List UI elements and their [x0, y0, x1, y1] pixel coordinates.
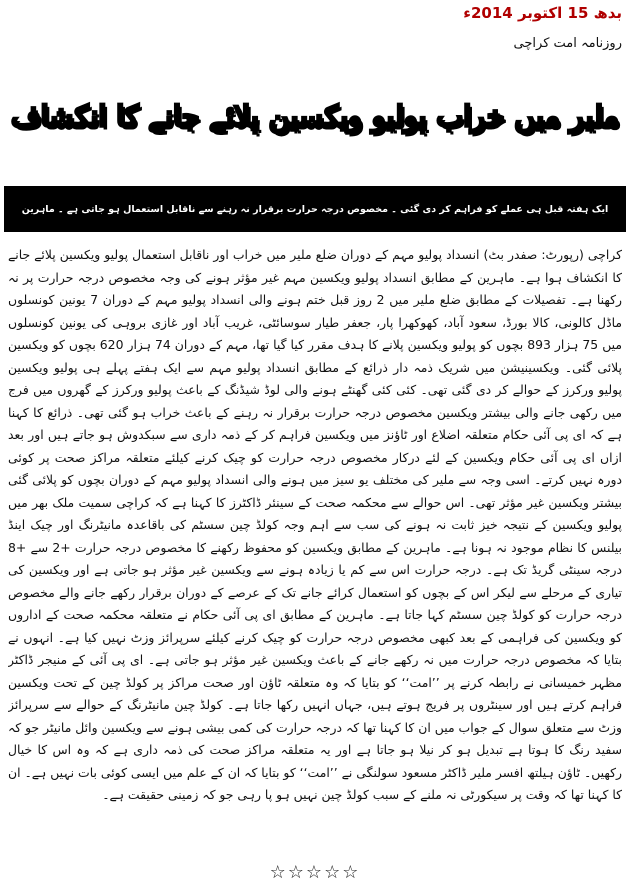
article-body: [8, 244, 622, 844]
headline-banner: [8, 58, 622, 176]
headline-text: ملیر میں خراب پولیو ویکسین پلائے جانے کا انکشاف: [11, 99, 619, 134]
newspaper-source: روزنامہ امت کراچی: [513, 36, 622, 51]
subheadline-text: ایک ہفتہ قبل ہی عملے کو فراہم کر دی گئی ۔ مخصوص درجہ حرارت برقرار نہ رہنے سے ناقابل استعمال ہو جاتی ہے ۔ ماہرین: [21, 203, 609, 215]
end-of-article-stars: ☆☆☆☆☆: [269, 862, 361, 883]
article-paragraph: کراچی (رپورٹ: صفدر بٹ) انسداد پولیو مہم کے دوران ضلع ملیر میں خراب اور ناقابل استعمال پولیو ویکسین پلائے جانے کا انکشاف ہوا ہے۔ ماہرین کے مطابق انسداد پولیو ویکسین مہم غیر مؤثر ہونے کی وجہ مخصوص درجہ حرارت پر نہ رکھنا ہے۔ تفصیلات کے مطابق ضلع ملیر میں 2 روز قبل ختم ہونے والی انسداد پولیو مہم کے دوران 7 یونین کونسلوں ماڈل کالونی، کالا بورڈ، سعود آباد، کھوکھرا پار، جعفر طیار سوسائٹی، غریب آباد اور غازی بروہی کی یونین کونسلوں میں 75 ہزار 893 بچوں کو پولیو ویکسین پلانے کا ہدف مقرر کیا گیا تھا، مہم کے دوران 74 ہزار 620 بچوں کو ویکسین پلائی گئی۔ ویکسینیشن میں شریک ذمہ دار ذرائع کے مطابق انسداد پولیو مہم سے ایک ہفتے پہلے ہی پولیو ویکسین پولیو ورکرز کے حوالے کر دی گئی تھی۔ کئی کئی گھنٹے ہونے والی لوڈ شیڈنگ کے باعث پولیو ورکرز کے گھروں میں فرج میں رکھی جانے والی بیشتر ویکسین مخصوص درجہ حرارت برقرار نہ رہنے کے باعث خراب ہو گئی تھی۔ ذرائع کا کہنا ہے کہ ای پی آئی حکام متعلقہ اضلاع اور ٹاؤنز میں ویکسین فراہم کر کے ذمہ داری سے سبکدوش ہو جاتے ہیں اور بعد ازاں ای پی آئی حکام ویکسین کے لئے درکار مخصوص درجہ حرارت کو چیک کرنے کیلئے متعلقہ مراکز صحت پر کوئی دورہ نہیں کرتے۔ اسی وجہ سے ملیر کی مختلف یو سیز میں ہونے والی انسداد پولیو مہم کے دوران بچوں کو پلائی گئی بیشتر ویکسین غیر مؤثر تھی۔ اس حوالے سے محکمہ صحت کے سینئر ڈاکٹرز کا کہنا ہے کہ کراچی سمیت ملک بھر میں پولیو ویکسین کے نتیجہ خیز ثابت نہ ہونے کی سب سے اہم وجہ کولڈ چین سسٹم کی باقاعدہ مانیٹرنگ اور چیک اینڈ بیلنس کا نظام موجود نہ ہونا ہے۔ ماہرین کے مطابق ویکسین کو محفوظ رکھنے کا مخصوص درجہ حرارت +2 سے +8 درجہ سینٹی گریڈ تک ہے۔ درجہ حرارت اس سے کم یا زیادہ ہونے سے ویکسین غیر مؤثر ہو جاتی ہے اور ویکسین کی تیاری کے مرحلے سے لیکر اس کے بچوں کو استعمال کرائے جانے تک کے عرصے کے دوران برقرار رکھے جانے والے مخصوص درجہ حرارت کو کولڈ چین سسٹم کہا جاتا ہے۔ ماہرین کے مطابق ای پی آئی حکام نے متعلقہ محکمہ صحت کے اداروں کو ویکسین کی فراہمی کے بعد کبھی مخصوص درجہ حرارت کو چیک کرنے کیلئے سرپرائز وزٹ نہیں کیا ہے۔ انہوں نے بتایا کہ مخصوص درجہ حرارت میں نہ رکھے جانے کے باعث ویکسین غیر مؤثر ہو جاتی ہے۔ ای پی آئی کے منیجر ڈاکٹر مظہر خمیسانی نے رابطہ کرنے پر ’’امت‘‘ کو بتایا کہ وہ متعلقہ ٹاؤن اور صحت مراکز پر کولڈ چین کے تحت ویکسین فراہم کرتے ہیں اور سینٹروں پر فریج ہوتے ہیں، جہاں انہیں رکھا جاتا ہے۔ کولڈ چین مانیٹرنگ کے حوالے سے سرپرائز وزٹ سے متعلق سوال کے جواب میں ان کا کہنا تھا کہ درجہ حرارت کی کمی بیشی ہونے سے ویکسین وائل مانیٹر جو کہ سفید رنگ کا ہوتا ہے تبدیل ہو کر نیلا ہو جاتا ہے اور یہ متعلقہ مراکز صحت کی ذمہ داری ہے کہ وہ اس کا خیال رکھیں۔ ٹاؤن ہیلتھ افسر ملیر ڈاکٹر مسعود سولنگی نے ’’امت‘‘ کو بتایا کہ ان کے علم میں ایسی کوئی بات نہیں ہے۔ ان کا کہنا تھا کہ وقت پر سیکورٹی نہ ملنے کے سبب کولڈ چین نہیں ہو پا رہی جو کہ زمینی حقیقت ہے۔: [8, 247, 622, 802]
subheadline-bar: [4, 186, 626, 232]
publication-date: بدھ 15 اکتوبر 2014ء: [463, 4, 622, 22]
